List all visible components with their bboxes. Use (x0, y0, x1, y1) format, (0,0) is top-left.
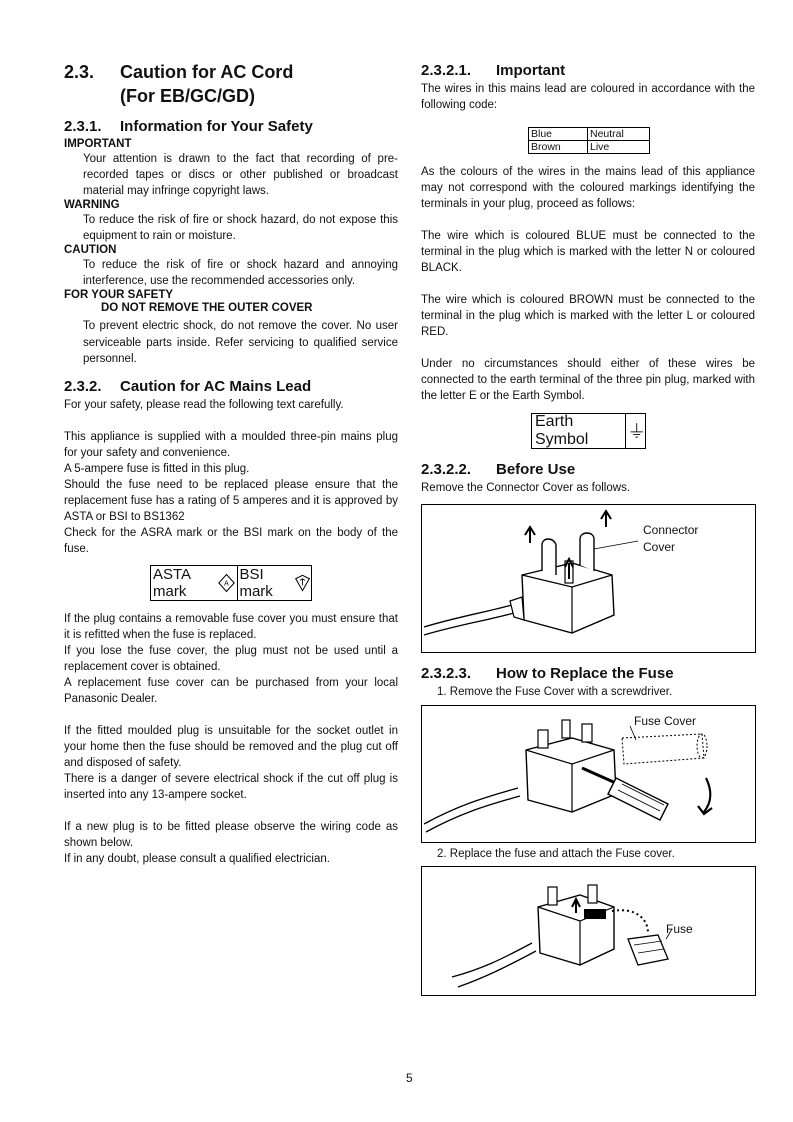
section-number: 2.3. (64, 62, 95, 82)
section-title: Before Use (496, 461, 576, 478)
step-2-text: 2. Replace the fuse and attach the Fuse cover. (437, 848, 675, 860)
section-heading-2-3-2 (64, 377, 398, 397)
right-column (421, 61, 755, 496)
warning-label: WARNING (64, 199, 120, 211)
section-title: Important (496, 62, 566, 79)
para-replacement-cover: A replacement fuse cover can be purchased from your local Panasonic Dealer. (64, 676, 398, 705)
para-new-plug: If a new plug is to be fitted please observe the wiring code as shown below. (64, 820, 398, 849)
para-blue-wire: The wire which is coloured BLUE must be connected to the terminal in the plug which is marked with the letter N or coloured BLACK. (421, 230, 755, 274)
section-heading-2-3-2-1 (421, 61, 755, 81)
wire-colour-table (528, 127, 650, 154)
table-cell: Live (588, 141, 650, 154)
para-brown-wire: The wire which is coloured BROWN must be connected to the terminal in the plug which is marked with the letter L or coloured RED. (421, 294, 755, 338)
para-unsuitable-plug: If the fitted moulded plug is unsuitable for the socket outlet in your home then the fuse should be removed and the plug cut off and disposed of safety. (64, 724, 398, 769)
safety-label: FOR YOUR SAFETY (64, 289, 174, 301)
earth-symbol-label: Earth Symbol (535, 413, 589, 448)
para-check-mark: Check for the ASRA mark or the BSI mark on the body of the fuse. (64, 526, 398, 555)
para-fuse-fitted: A 5-ampere fuse is fitted in this plug. (64, 462, 250, 475)
fuse-cover-figure (421, 705, 756, 843)
para-earth-terminal: Under no circumstances should either of these wires be connected to the earth terminal of the three pin plug, marked with the letter E or the Earth Symbol. (421, 358, 755, 402)
caution-label: CAUTION (64, 244, 117, 256)
para-consult-electrician: If in any doubt, please consult a qualified electrician. (64, 852, 330, 865)
earth-symbol-icon (628, 418, 645, 444)
para-danger-shock: There is a danger of severe electrical shock if the cut off plug is inserted into any 13-ampere socket. (64, 772, 398, 801)
table-row (529, 141, 650, 154)
connector-cover-label-line2: Cover (643, 540, 676, 554)
section-title: How to Replace the Fuse (496, 665, 674, 682)
warning-text: To reduce the risk of fire or shock hazard, do not expose this equipment to rain or moisture. (83, 214, 398, 242)
plug-connector-illustration (422, 505, 755, 652)
fuse-label: Fuse (666, 922, 693, 936)
important-text: Your attention is drawn to the fact that recording of pre-recorded tapes or discs or other published or broadcast material may infringe copyright laws. (83, 153, 398, 197)
outer-cover-text: To prevent electric shock, do not remove the cover. No user serviceable parts inside. Refer servicing to qualified service personnel. (83, 320, 398, 365)
fuse-replacement-illustration (422, 867, 755, 995)
section-number: 2.3.2. (64, 377, 102, 395)
earth-symbol-box (531, 413, 646, 449)
step-1-text: 1. Remove the Fuse Cover with a screwdriver. (437, 686, 673, 698)
table-cell: Brown (529, 141, 588, 154)
section-number: 2.3.2.2. (421, 461, 472, 478)
caution-text: To reduce the risk of fire or shock hazard and annoying interference, use the recommended accessories only. (83, 259, 398, 287)
section-title: Caution for AC Cord (120, 62, 294, 82)
fuse-cover-label: Fuse Cover (634, 714, 697, 728)
section-number: 2.3.2.1. (421, 62, 472, 79)
section-heading-2-3 (64, 60, 398, 84)
section-number: 2.3.1. (64, 118, 102, 135)
asta-mark-label: ASTA mark (153, 565, 191, 600)
table-cell: Blue (529, 128, 588, 141)
svg-text:A: A (223, 579, 229, 588)
asta-mark-icon (218, 572, 235, 594)
section-title: Caution for AC Mains Lead (120, 377, 312, 395)
table-row (529, 128, 650, 141)
fuse-marks-box (150, 565, 312, 601)
table-cell: Neutral (588, 128, 650, 141)
fuse-section (421, 664, 755, 700)
wires-intro: The wires in this mains lead are coloured in accordance with the following code: (421, 83, 755, 111)
para-fuse-replace: Should the fuse need to be replaced please ensure that the replacement fuse has a rating of 5 amperes and it is approved by ASTA or BSI to BS1362 (64, 478, 398, 523)
section-title-line2: (For EB/GC/GD) (120, 86, 255, 106)
bsi-mark-label: BSI mark (239, 565, 273, 600)
section-heading-2-3-2-3 (421, 664, 755, 684)
fuse-figure (421, 866, 756, 996)
intro-text: For your safety, please read the following text carefully. (64, 398, 344, 411)
outer-cover-label: DO NOT REMOVE THE OUTER COVER (101, 302, 313, 314)
para-lose-cover: If you lose the fuse cover, the plug must not be used until a replacement cover is obtained. (64, 644, 398, 673)
para-fuse-cover: If the plug contains a removable fuse cover you must ensure that it is refitted when the fuse is replaced. (64, 612, 398, 641)
important-label: IMPORTANT (64, 138, 132, 150)
left-column (64, 60, 398, 867)
bsi-kitemark-icon (294, 572, 311, 594)
connector-cover-figure (421, 504, 756, 653)
para-colours: As the colours of the wires in the mains lead of this appliance may not correspond with the coloured markings identifying the terminals in your plug, proceed as follows: (421, 166, 755, 210)
connector-cover-label-line1: Connector (643, 523, 699, 537)
section-heading-2-3-1 (64, 117, 398, 137)
page-number: 5 (406, 1071, 413, 1085)
section-heading-2-3-2-2 (421, 460, 755, 480)
section-title: Information for Your Safety (120, 118, 313, 135)
screwdriver-plug-illustration (422, 706, 755, 842)
section-number: 2.3.2.3. (421, 665, 472, 682)
para-supplied: This appliance is supplied with a moulded three-pin mains plug for your safety and convenience. (64, 430, 398, 459)
before-use-text: Remove the Connector Cover as follows. (421, 482, 631, 494)
